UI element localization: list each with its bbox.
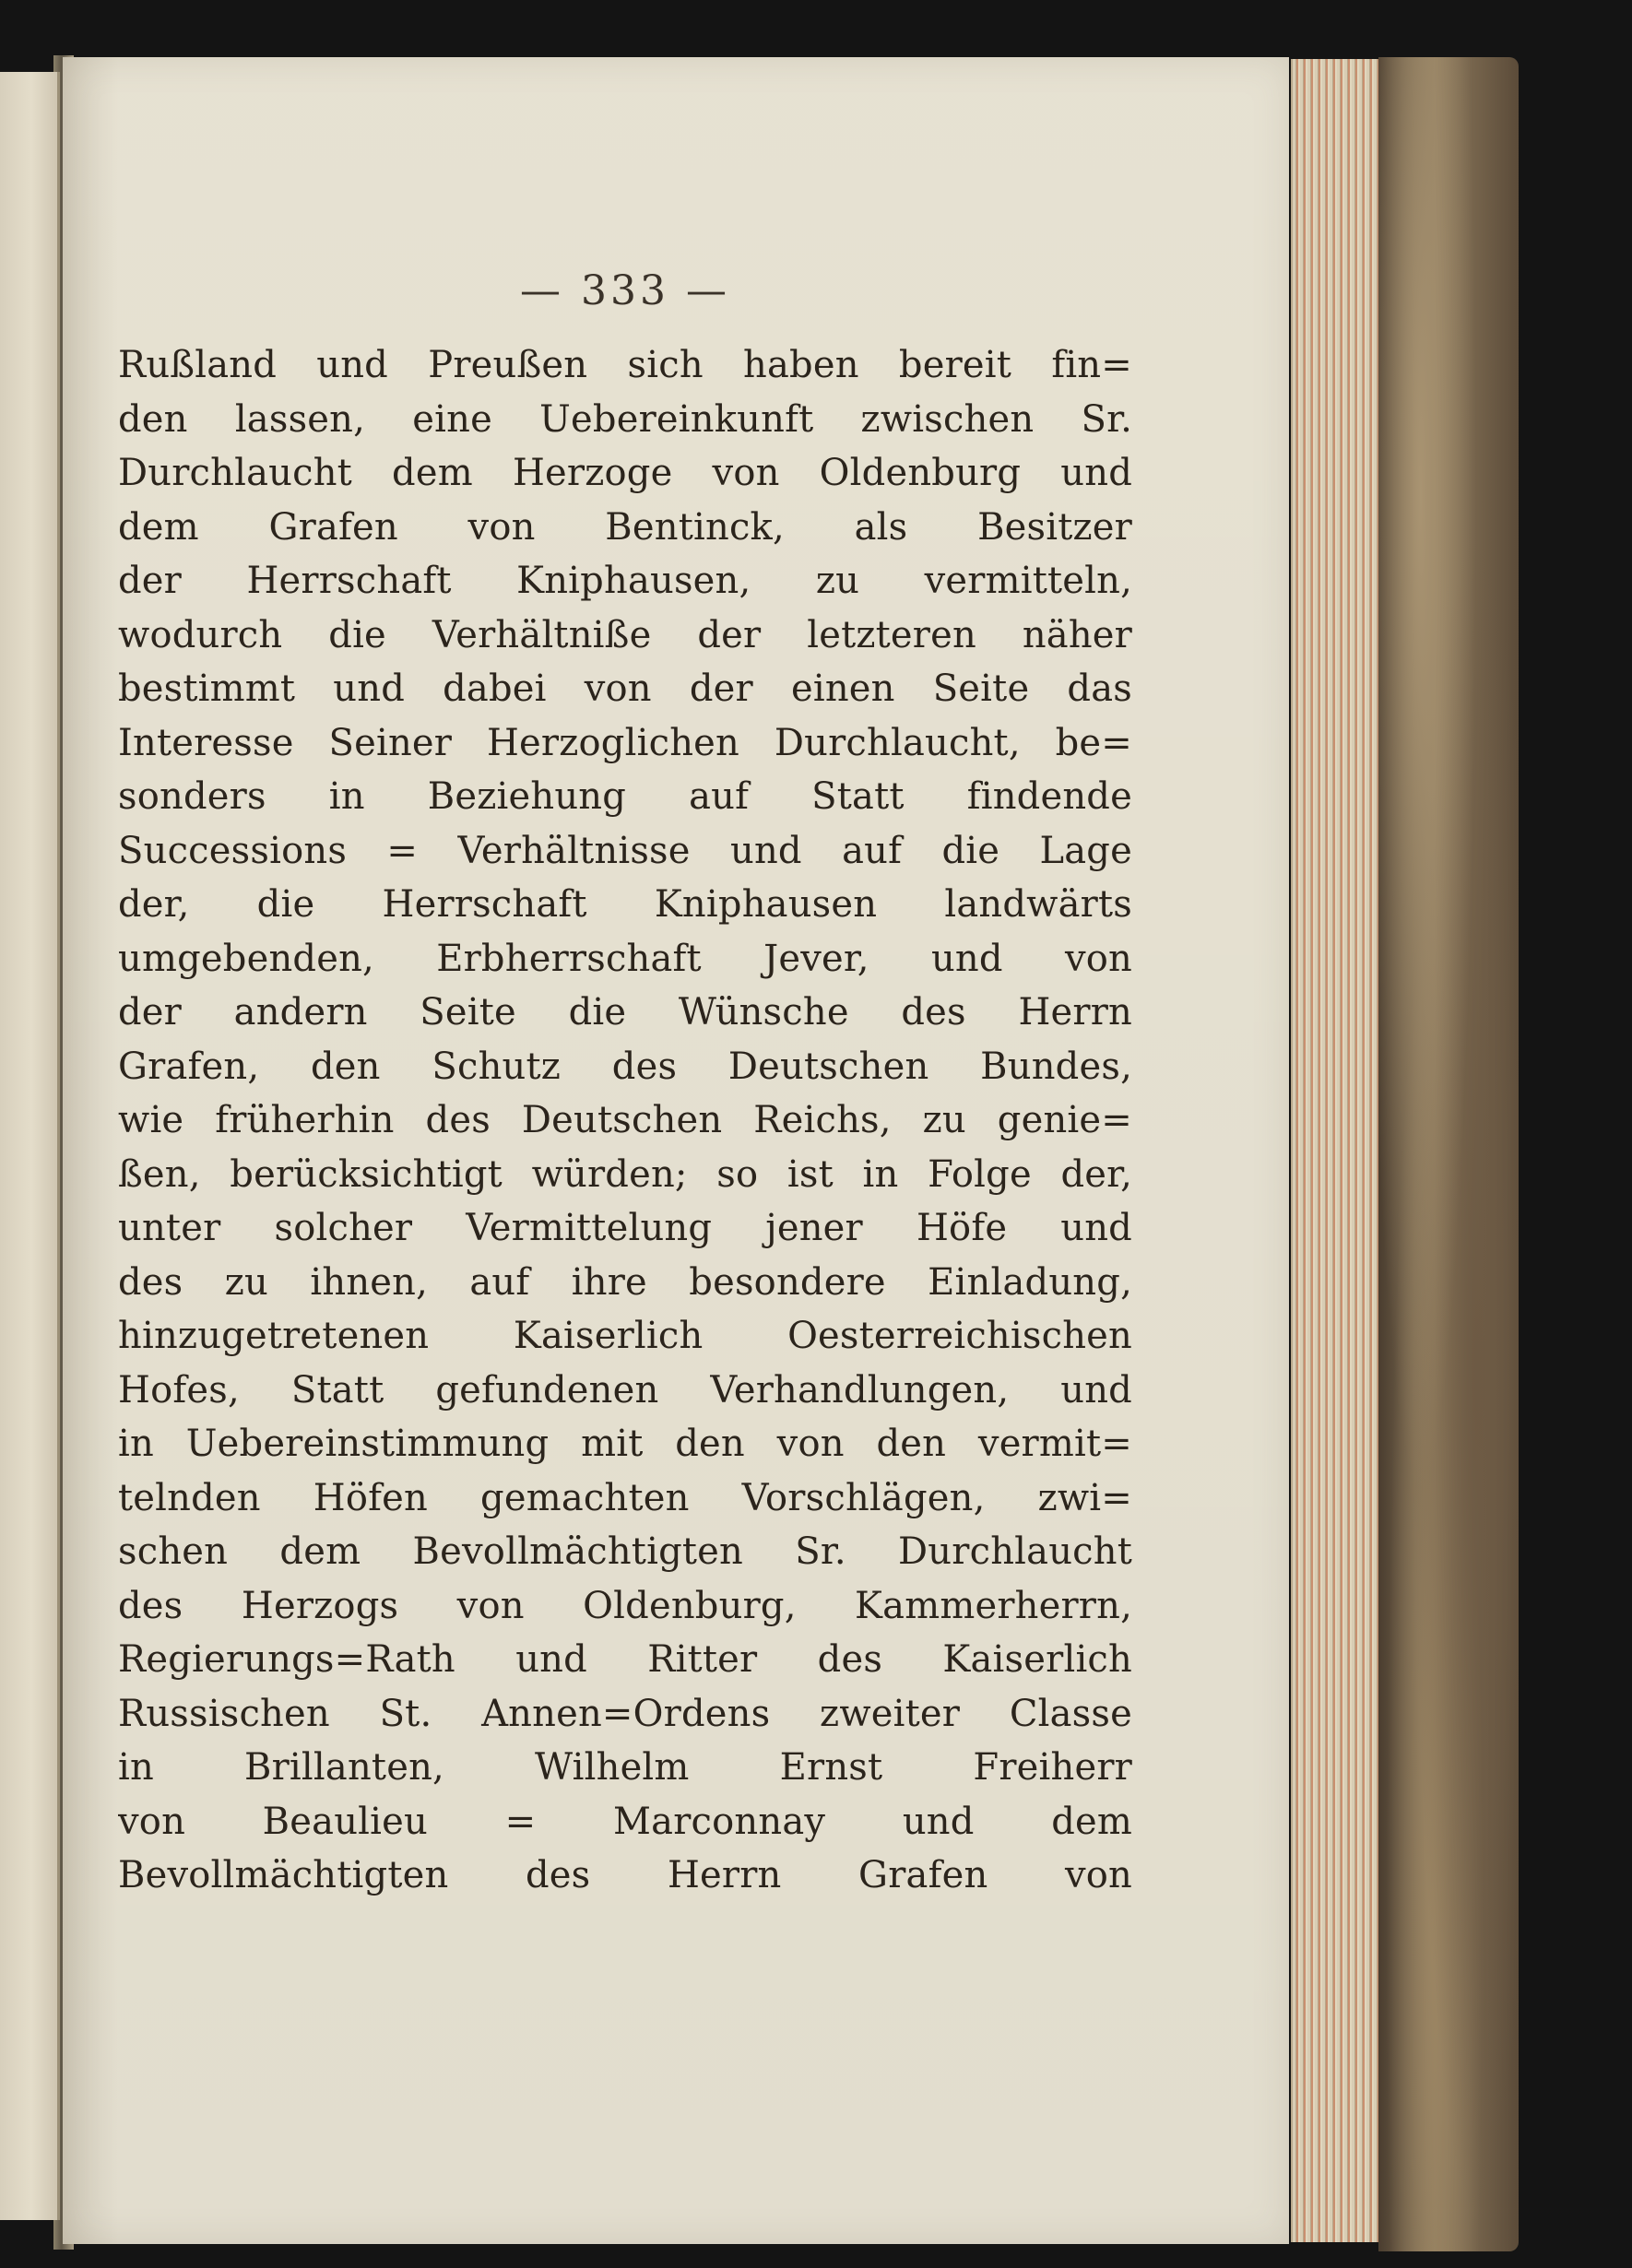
text-line-14: Grafen, den Schutz des Deutschen Bundes, bbox=[118, 1045, 1132, 1088]
text-line-10: Successions = Verhältnisse und auf die Lage bbox=[118, 829, 1132, 872]
text-line-16: ßen, berücksichtigt würden; so ist in Folge der, bbox=[118, 1152, 1132, 1196]
text-line-8: Interesse Seiner Herzoglichen Durchlaucht, be= bbox=[118, 721, 1132, 764]
text-line-12: umgebenden, Erbherrschaft Jever, und von bbox=[118, 937, 1132, 980]
text-line-27: in Brillanten, Wilhelm Ernst Freiherr bbox=[118, 1746, 1132, 1789]
text-line-2: den lassen, eine Uebereinkunft zwischen Sr. bbox=[118, 397, 1132, 441]
text-line-28: von Beaulieu = Marconnay und dem bbox=[118, 1800, 1132, 1843]
text-line-3: Durchlaucht dem Herzoge von Oldenburg und bbox=[118, 452, 1132, 494]
text-line-13: der andern Seite die Wünsche des Herrn bbox=[118, 991, 1132, 1034]
text-line-7: bestimmt und dabei von der einen Seite das bbox=[118, 667, 1132, 710]
text-line-6: wodurch die Verhältniße der letzteren näher bbox=[118, 613, 1132, 656]
text-line-11: der, die Herrschaft Kniphausen landwärts bbox=[118, 883, 1132, 926]
text-line-29: Bevollmächtigten des Herrn Grafen von bbox=[118, 1854, 1132, 1896]
text-line-9: sonders in Beziehung auf Statt findende bbox=[118, 775, 1132, 818]
text-line-22: telnden Höfen gemachten Vorschlägen, zwi= bbox=[118, 1476, 1132, 1519]
page-number: — 333 — bbox=[520, 267, 730, 314]
page-text bbox=[118, 267, 1132, 1903]
book-cover-edge bbox=[1378, 57, 1519, 2251]
text-line-5: der Herrschaft Kniphausen, zu vermitteln, bbox=[118, 560, 1132, 602]
text-line-23: schen dem Bevollmächtigten Sr. Durchlaucht bbox=[118, 1530, 1132, 1573]
text-line-24: des Herzogs von Oldenburg, Kammerherrn, bbox=[118, 1584, 1132, 1627]
text-line-4: dem Grafen von Bentinck, als Besitzer bbox=[118, 505, 1132, 549]
text-line-25: Regierungs=Rath und Ritter des Kaiserlich bbox=[118, 1638, 1132, 1681]
text-line-1: Rußland und Preußen sich haben bereit fin= bbox=[118, 344, 1132, 386]
page-block-edges bbox=[1291, 59, 1380, 2242]
text-line-21: in Uebereinstimmung mit den von den vermit= bbox=[118, 1423, 1132, 1465]
text-line-15: wie früherhin des Deutschen Reichs, zu genie= bbox=[118, 1099, 1132, 1141]
text-line-19: hinzugetretenen Kaiserlich Oesterreichischen bbox=[118, 1315, 1132, 1357]
text-line-17: unter solcher Vermittelung jener Höfe und bbox=[118, 1207, 1132, 1249]
text-line-26: Russischen St. Annen=Ordens zweiter Classe bbox=[118, 1692, 1132, 1735]
text-line-18: des zu ihnen, auf ihre besondere Einladung, bbox=[118, 1260, 1132, 1304]
previous-page-edge bbox=[0, 72, 60, 2220]
text-line-20: Hofes, Statt gefundenen Verhandlungen, und bbox=[118, 1368, 1132, 1412]
